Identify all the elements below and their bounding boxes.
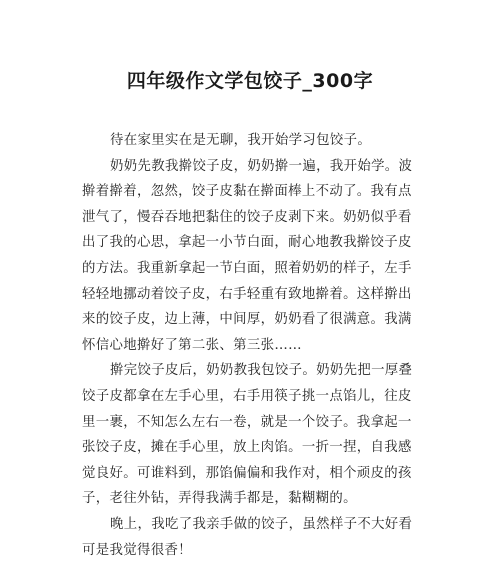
text-line: 饺子皮都拿在左手心里，右手用筷子挑一点馅儿，往皮 — [82, 388, 412, 404]
text-line: 可是我觉得很香！ — [82, 542, 192, 558]
text-line: 来的饺子皮，边上薄，中间厚，奶奶看了很满意。我满 — [82, 312, 412, 328]
text-line: 出了我的心思，拿起一小节白面，耐心地教我擀饺子皮 — [82, 235, 412, 251]
text-line: 的方法。我重新拿起一节白面，照着奶奶的样子，左手 — [82, 260, 412, 276]
text-line: 子，老往外钻，弄得我满手都是，黏糊糊的。 — [82, 491, 357, 507]
document-body — [82, 128, 418, 563]
text-line: 张饺子皮，摊在手心里，放上肉馅。一折一捏，自我感 — [82, 440, 412, 456]
text-line: 觉良好。可谁料到，那馅偏偏和我作对，相个顽皮的孩 — [82, 465, 412, 481]
text-line: 轻轻地挪动着饺子皮，右手轻重有致地擀着。这样擀出 — [82, 286, 412, 302]
text-line: 待在家里实在是无聊，我开始学习包饺子。 — [110, 133, 372, 148]
text-line: 奶奶先教我擀饺子皮，奶奶擀一遍，我开始学。波 — [110, 158, 413, 174]
text-line: 泄气了，慢吞吞地把黏住的饺子皮剥下来。奶奶似乎看 — [82, 209, 412, 225]
text-line: 里一裹，不知怎么左右一卷，就是一个饺子。我拿起一 — [82, 414, 412, 430]
text-line: 擀着擀着，忽然，饺子皮黏在擀面棒上不动了。我有点 — [82, 184, 412, 200]
text-line: 怀信心地擀好了第二张、第三张…… — [82, 337, 302, 353]
text-line: 擀完饺子皮后，奶奶教我包饺子。奶奶先把一厚叠 — [110, 363, 413, 379]
text-line: 晚上，我吃了我亲手做的饺子，虽然样子不大好看 — [110, 516, 413, 532]
document-title: 四年级作文学包饺子_300字 — [126, 70, 374, 92]
